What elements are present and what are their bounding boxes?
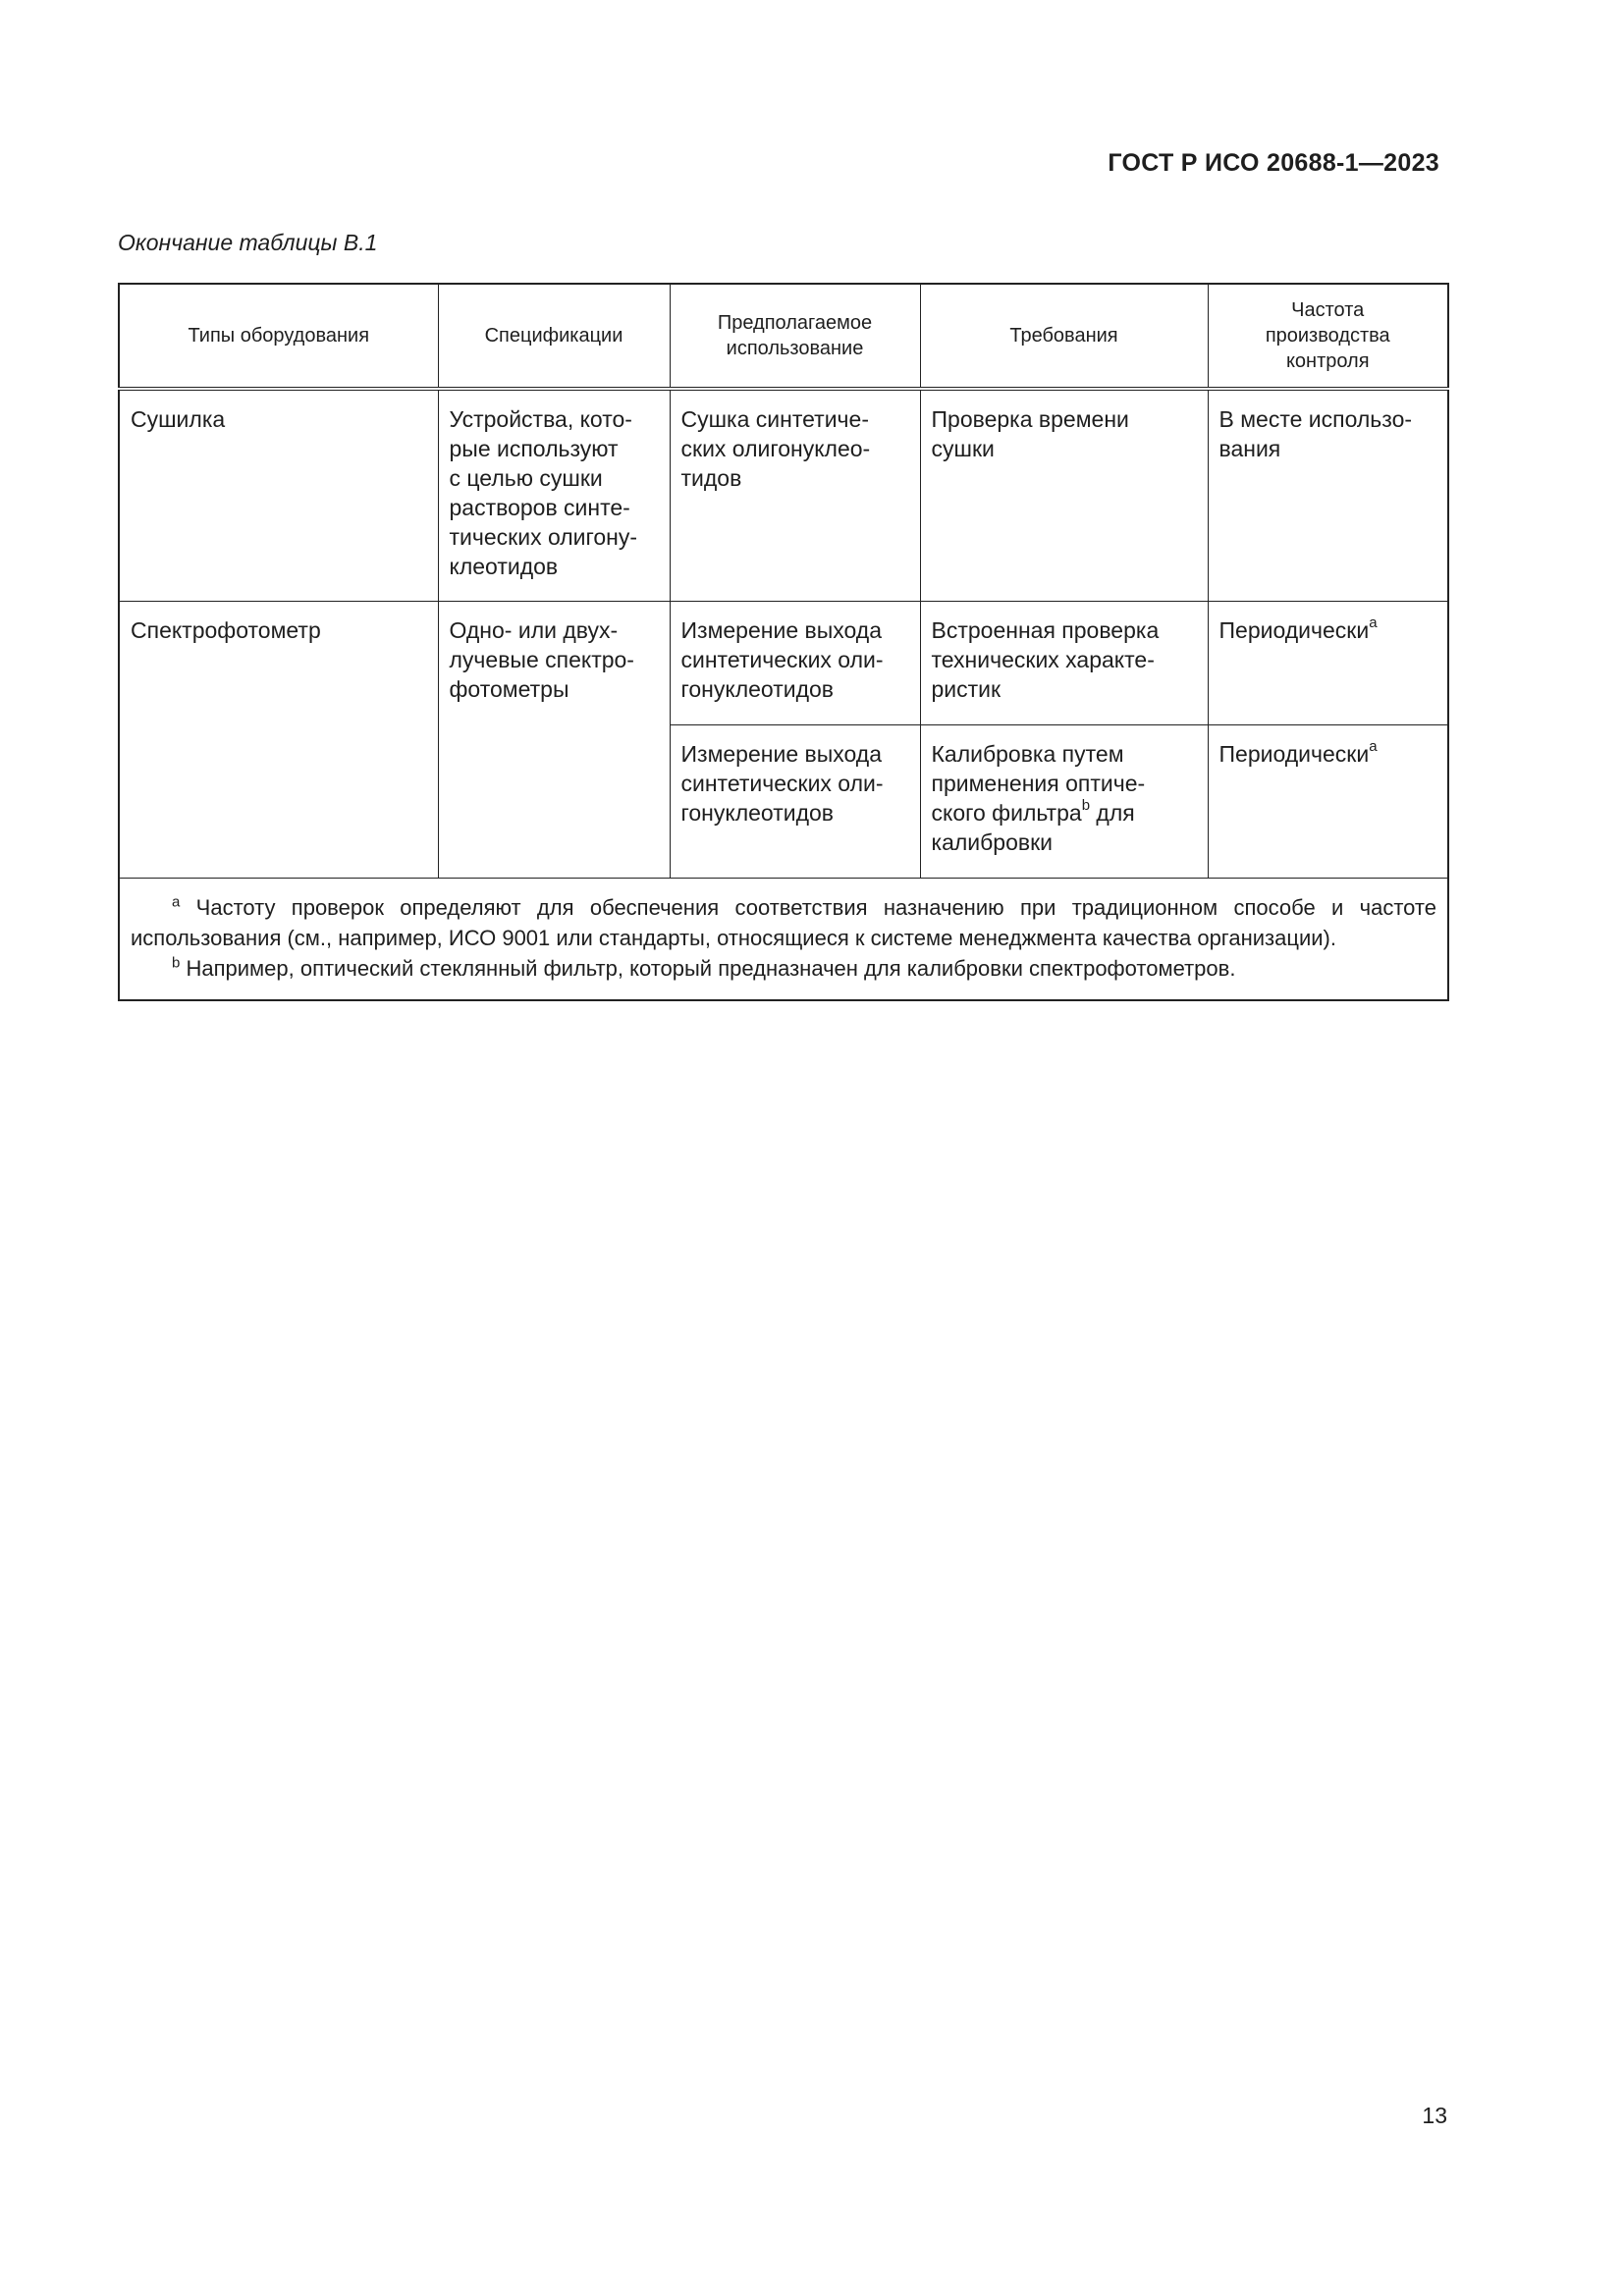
table-caption: Окончание таблицы В.1 <box>118 230 378 255</box>
cell-requirement <box>920 724 1208 878</box>
footnote-b-mark: b <box>172 954 181 972</box>
column-header-requirements: Требования <box>920 284 1208 389</box>
cell-intended-use: Измерение выхода синтетических оли- гонуклеотидов <box>670 724 920 878</box>
cell-frequency: В месте использо- вания <box>1208 389 1448 601</box>
requirement-text: Калибровка путем применения оптиче- ского фильтра <box>931 740 1146 826</box>
cell-requirement: Проверка времени сушки <box>920 389 1208 601</box>
column-header-frequency: Частота производства контроля <box>1208 284 1448 389</box>
cell-frequency <box>1208 601 1448 724</box>
frequency-text: Периодически <box>1218 740 1370 767</box>
cell-frequency <box>1208 724 1448 878</box>
column-header-specification: Спецификации <box>438 284 670 389</box>
footnote-a <box>131 892 1436 953</box>
footnote-mark: a <box>1369 737 1378 755</box>
cell-specification: Устройства, кото- рые используют с целью сушки растворов синте- тических олигону- клеотидов <box>438 389 670 601</box>
table-header-row <box>119 284 1448 389</box>
footnote-a-mark: a <box>172 893 181 911</box>
column-header-intended-use: Предполагаемое использование <box>670 284 920 389</box>
page-number: 13 <box>1422 2103 1447 2128</box>
footnote-b <box>131 953 1436 984</box>
cell-equipment: Спектрофотометр <box>119 601 438 878</box>
cell-requirement: Встроенная проверка технических характе- ристик <box>920 601 1208 724</box>
footnotes-row <box>119 878 1448 1000</box>
column-header-equipment: Типы оборудования <box>119 284 438 389</box>
frequency-text: Периодически <box>1218 616 1370 643</box>
cell-intended-use: Измерение выхода синтетических оли- гонуклеотидов <box>670 601 920 724</box>
cell-specification: Одно- или двух- лучевые спектро- фотометры <box>438 601 670 878</box>
footnote-a-text: Частоту проверок определяют для обеспечения соответствия назначению при традиционном способе и частоте использования (см., например, ИСО 9001 или стандарты, относящиеся к системе менеджмента качества организации). <box>131 894 1436 950</box>
cell-intended-use: Сушка синтетиче- ских олигонуклео- тидов <box>670 389 920 601</box>
table-row <box>119 601 1448 724</box>
table-footnotes <box>119 878 1448 1000</box>
equipment-table-container <box>118 283 1447 1001</box>
footnote-b-text: Например, оптический стеклянный фильтр, который предназначен для калибровки спектрофотометров. <box>180 955 1236 981</box>
requirement-text-continued: для калибровки <box>931 799 1135 855</box>
footnote-mark: b <box>1081 796 1091 814</box>
table-row <box>119 389 1448 601</box>
document-standard-id: ГОСТ Р ИСО 20688-1—2023 <box>1108 149 1439 177</box>
equipment-table <box>118 283 1449 1001</box>
cell-equipment: Сушилка <box>119 389 438 601</box>
footnote-mark: a <box>1369 614 1378 631</box>
